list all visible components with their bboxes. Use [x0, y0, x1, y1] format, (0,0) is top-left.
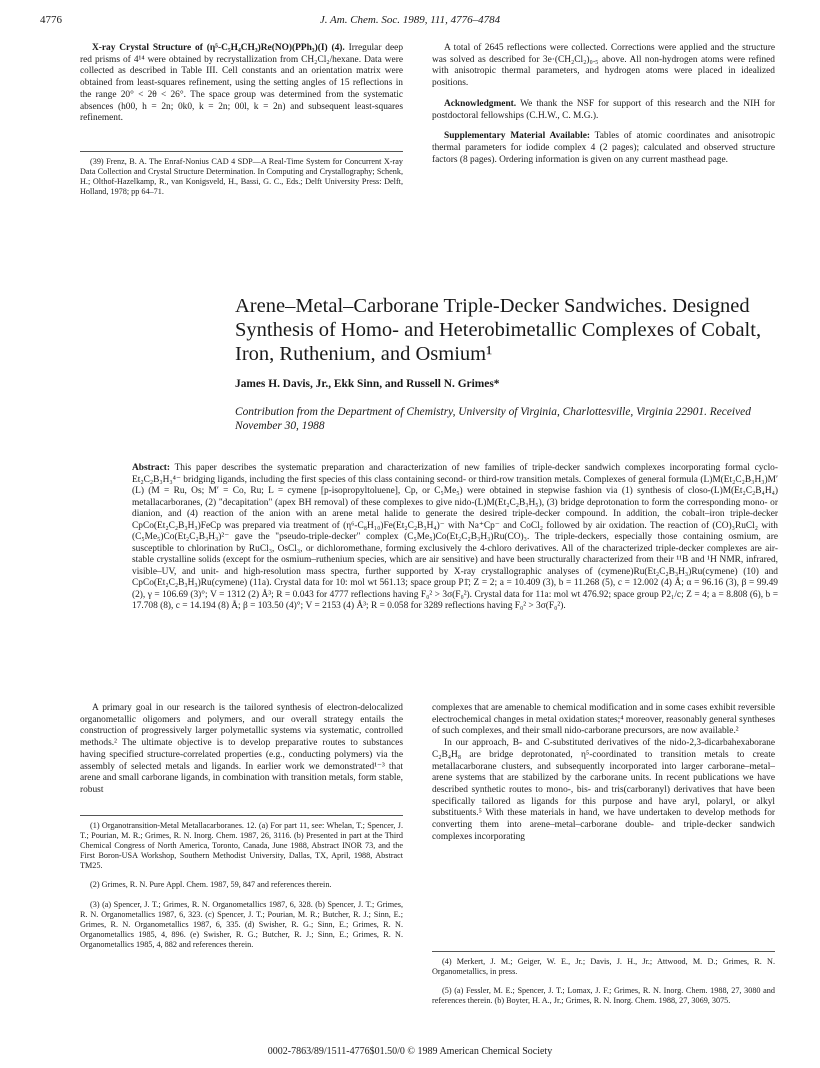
footnote-divider	[80, 151, 403, 152]
prev-article-left-column	[80, 43, 403, 125]
body-right-column	[432, 703, 775, 843]
xray-text: Irregular deep red prisms of 4¹⁴ were obtained by recrystallization from CH₂Cl₂/hexane. Data were collected as described in Table III. Cell constants and an orientation matrix were obtained from least-squares refinement, using the setting angles of 15 reflections in the range 20° < 2θ < 26°. The space group was determined from the systematic absences (h00, h = 2n; 0k0, k = 2n; 00l, k = 2n) and subsequent least-squares refinement.	[80, 43, 404, 124]
footnote-5: (5) (a) Fessler, M. E.; Spencer, J. T.; Lomax, J. F.; Grimes, R. N. Inorg. Chem. 1988, 27, 3080 and references therein. (b) Boyter, H. A., Jr.; Grimes, R. N. Inorg. Chem. 1988, 27, 3069, 3075.	[432, 986, 775, 1006]
abstract-label: Abstract:	[132, 463, 171, 473]
reflections-paragraph: A total of 2645 reflections were collected. Corrections were applied and the structure was solved as described for 3e·(CH₂Cl₂)₀.₅ above. All non-hydrogen atoms were refined with anisotropic thermal parameters, and hydrogen atoms were placed in idealized positions.	[432, 43, 775, 89]
xray-heading: X-ray Crystal Structure of (η⁵-C₅H₄CH₃)Re(NO)(PPh₃)(I) (4).	[92, 43, 345, 53]
footnote-4: (4) Merkert, J. M.; Geiger, W. E., Jr.; Davis, J. H., Jr.; Attwood, M. D.; Grimes, R. N. Organometallics, in press.	[432, 957, 775, 977]
journal-citation: J. Am. Chem. Soc. 1989, 111, 4776–4784	[319, 14, 501, 26]
abstract-text: This paper describes the systematic preparation and characterization of new families of triple-decker sandwich complexes incorporating formal cyclo-Et₂C₂B₃H₃⁴⁻ bridging ligands, including the first species of this class containing second- or third-row transition metals. Complexes of general formula (L)M(Et₂C₂B₃H₃)M′(L) (M = Ru, Os; M′ = Co, Ru; L = cymene [p-isopropyltoluene], Cp, or C₅Me₅) were obtained in stepwise fashion via (1) synthesis of closo-(L)M(Et₂C₂B₄H₄) metallacarboranes, (2) "decapitation" (apex BH removal) of these complexes to give nido-(L)M(Et₂C₂B₃H₅), (3) bridge deprotonation to form the corresponding mono- or dianion, and (4) reaction of the anion with an arene metal halide to generate the desired triple-decker compound. In addition, the cobalt–iron triple-decker CpCo(Et₂C₂B₃H₃)FeCp was prepared via treatment of (η⁶-C₈H₁₀)Fe(Et₂C₂B₃H₄)⁻ with Na⁺Cp⁻ and CoCl₂ followed by air oxidation. The reaction of (CO)₃RuCl₂ with (C₅Me₅)Co(Et₂C₂B₃H₃)²⁻ gave the "pseudo-triple-decker" complex (C₅Me₅)Co(Et₂C₂B₃H₃)Ru(CO)₃. The triple-deckers, especially those containing osmium, are susceptible to chlorination by RuCl₃, OsCl₃, or dichloromethane, forming exclusively the 4-chloro derivatives. All of the characterized triple-decker complexes are air-stable crystalline solids (except for the osmium–ruthenium species, which are air sensitive) and have been structurally characterized from their ¹¹B and ¹H NMR, infrared, visible–UV, and unit- and high-resolution mass spectra, further supported by X-ray crystallographic analyses of (cymene)Ru(Et₂C₂B₃H₃)Ru(cymene) (10) and CpCo(Et₂C₂B₃H₃)Ru(cymene) (11a). Crystal data for 10: mol wt 561.13; space group P1̄; Z = 2; a = 10.409 (3), b = 11.268 (5), c = 12.002 (4) Å; α = 96.16 (3), β = 99.49 (2), γ = 106.69 (3)°; V = 1312 (2) Å³; R = 0.043 for 4777 reflections having F₀² > 3σ(F₀²). Crystal data for 11a: mol wt 476.92; space group P2₁/c; Z = 4; a = 8.808 (6), b = 17.708 (8), c = 14.194 (8) Å; β = 103.50 (4)°; V = 2153 (4) Å³; R = 0.058 for 3289 reflections having F₀² > 3σ(F₀²).	[132, 463, 778, 611]
running-header	[40, 14, 780, 30]
footnotes-left	[80, 821, 403, 950]
footnote-3: (3) (a) Spencer, J. T.; Grimes, R. N. Organometallics 1987, 6, 328. (b) Spencer, J. T.; Grimes, R. N. Organometallics 1987, 6, 323. (c) Spencer, J. T.; Pourian, M. R.; Butcher, R. J.; Sinn, E.; Grimes, R. N. Organometallics 1987, 6, 335. (d) Swisher, R. G.; Sinn, E.; Grimes, R. N. Organometallics 1985, 4, 896. (e) Swisher, R. G.; Butcher, R. J.; Sinn, E.; Grimes, R. N. Organometallics 1985, 4, 882 and references therein.	[80, 899, 403, 949]
page-footer: 0002-7863/89/1511-4776$01.50/0 © 1989 American Chemical Society	[267, 1046, 553, 1057]
footnote-divider-left	[80, 815, 403, 816]
abstract	[132, 463, 778, 613]
body-left-column	[80, 703, 403, 797]
page-number: 4776	[40, 14, 62, 26]
footnote-2: (2) Grimes, R. N. Pure Appl. Chem. 1987, 59, 847 and references therein.	[90, 880, 332, 890]
intro-paragraph: A primary goal in our research is the tailored synthesis of electron-delocalized organometallic oligomers and polymers, and our overall strategy entails the construction of progressively larger polymetallic systems via systematic, controlled methods.² The ultimate objective is to develop preparative routes to substances having specified structure-correlated properties (e.g., conducting polymers) via the assembly of selected metals and ligands. In earlier work we demonstrated¹⁻³ that arene and small carborane ligands, in combination with transition metals, form stable, robust	[80, 703, 403, 795]
footnote-39: (39) Frenz, B. A. The Enraf-Nonius CAD 4 SDP—A Real-Time System for Concurrent X-ray Data Collection and Crystal Structure Determination. In Computing and Crystallography; Schenk, H.; Olthof-Hazelkamp, R., van Konigsveld, H., Bassi, G. C., Eds.; Delft University Press: Delft, Holland, 1978; pp 64–71.	[80, 157, 403, 197]
acknowledgment-text: We thank the NSF for support of this research and the NIH for postdoctoral fellowships (C.H.W., C. M.G.).	[432, 98, 775, 121]
footnote-divider-right	[432, 951, 775, 952]
article-authors: James H. Davis, Jr., Ekk Sinn, and Russell N. Grimes*	[235, 378, 500, 390]
article-title: Arene–Metal–Carborane Triple-Decker Sandwiches. Designed Synthesis of Homo- and Heterobimetallic Complexes of Cobalt, Iron, Ruthenium, and Osmium¹	[235, 295, 762, 365]
acknowledgment-heading: Acknowledgment.	[444, 98, 517, 109]
supplementary-text: Tables of atomic coordinates and anisotropic thermal parameters for iodide complex 4 (2 pages); calculated and observed structure factors (8 pages). Ordering information is given on any current masthead page.	[432, 131, 775, 165]
body-paragraph-2: In our approach, B- and C-substituted derivatives of the nido-2,3-dicarbahexaborane C₂B₄H₈ are bridge deprotonated, η⁵-coordinated to transition metals to create metallacarborane clusters, and subsequently incorporated into larger carborane–metal–arene systems that are stabilized by the carborane units. In recent publications we have described synthetic routes to mono-, bis- and tris(carboranyl) derivatives that have been specifically tailored as ligands for this purpose and have aryl, polaryl, or alkyl substituents.⁵ With these materials in hand, we have undertaken to develop methods for converting them into arene–metal–carborane double- and triple-decker sandwich complexes incorporating	[432, 738, 775, 842]
footnote-1: (1) Organotransition-Metal Metallacarboranes. 12. (a) For part 11, see: Whelan, T.; Spencer, J. T.; Pourian, M. R.; Grimes, R. N. Inorg. Chem. 1987, 26, 3116. (b) Presented in part at the Third Chemical Congress of North America, Toronto, Canada, June 1988, Abstract INOR 73, and the First Boron-USA Workshop, Southern Methodist University, Dallas, TX, April, 1988, Abstract TM25.	[80, 821, 403, 871]
body-paragraph-1: complexes that are amenable to chemical modification and in some cases exhibit reversible electrochemical changes in metal oxidation states;⁴ moreover, reasonably general syntheses of such complexes, and their small nido-carborane precursors, are now available.²	[432, 703, 775, 737]
article-affiliation: Contribution from the Department of Chemistry, University of Virginia, Charlottesville, Virginia 22901. Received November 30, 1988	[235, 406, 751, 432]
footnotes-right	[432, 957, 775, 1006]
supplementary-heading: Supplementary Material Available:	[444, 131, 590, 142]
prev-article-right-column	[432, 43, 775, 166]
